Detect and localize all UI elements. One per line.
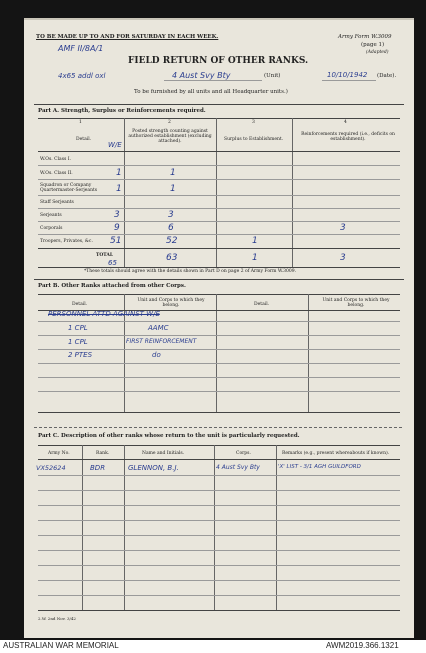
- row-label-wo1: W.Os. Class I.: [40, 157, 71, 162]
- row-we-cqms: 1: [116, 184, 122, 194]
- row-label-serjeants: Serjeants: [40, 213, 62, 218]
- footer-accession-number: AWM2019.366.1321: [326, 641, 399, 650]
- part-a-header-bottom: [38, 151, 400, 152]
- part-b-table-bottom: [38, 412, 400, 413]
- row-rule: [38, 550, 400, 551]
- part-b-row-2-unit: FIRST REINFORCEMENT: [126, 338, 197, 345]
- part-c-row-1-rank: BDR: [90, 464, 106, 472]
- handwritten-ref-2: 4x65 addl oxl: [58, 72, 106, 80]
- top-instruction: TO BE MADE UP TO AND FOR SATURDAY IN EACH WEEK.: [36, 34, 219, 40]
- part-c-header-name: Name and Initials.: [142, 451, 185, 456]
- archive-footer: [0, 640, 426, 653]
- row-rule: [38, 221, 400, 222]
- part-a-colnum-4: 4: [344, 120, 347, 125]
- furnish-note: To be furnished by all units and all Headquarter units.): [134, 89, 288, 95]
- part-b-row-3-detail: 2 PTES: [68, 351, 93, 359]
- row-posted-cqms: 1: [170, 184, 176, 194]
- row-rule: [38, 363, 400, 364]
- row-rule: [38, 349, 400, 350]
- part-a-col-divider-3: [292, 118, 293, 268]
- part-a-header-detail: Detail.: [76, 137, 92, 142]
- part-a-colnum-1: 1: [79, 120, 82, 125]
- adapted-note: (Adapted): [366, 50, 389, 55]
- part-c-col-divider-4: [276, 445, 277, 610]
- handwritten-ref-1: AMF II/8A/1: [58, 44, 104, 53]
- part-c-header-remarks: Remarks (e.g., present whereabouts if known).: [282, 451, 390, 456]
- row-rule: [38, 475, 400, 476]
- total-top-rule: [38, 248, 400, 249]
- part-b-col-divider-2: [216, 294, 217, 412]
- row-posted-wo2: 1: [170, 168, 176, 178]
- row-rule: [38, 565, 400, 566]
- form-title: FIELD RETURN OF OTHER RANKS.: [128, 56, 309, 66]
- part-c-title: Part C. Description of other ranks whose return to the unit is particularly requested.: [38, 433, 300, 439]
- total-we: 65: [108, 259, 117, 267]
- part-c-col-divider-3: [214, 445, 215, 610]
- total-posted: 63: [166, 253, 178, 263]
- part-b-row-1-unit: AAMC: [148, 324, 169, 332]
- part-a-top-rule: [34, 104, 404, 105]
- part-a-header-reinf: Reinforcements required (i.e., deficits on establishment).: [301, 132, 395, 142]
- row-posted-serjeants: 3: [168, 210, 174, 220]
- date-value: 10/10/1942: [327, 71, 368, 79]
- row-rule: [38, 165, 400, 166]
- part-c-col-divider-1: [82, 445, 83, 610]
- part-c-row-1-corps: 4 Aust Svy Bty: [216, 464, 260, 471]
- row-posted-troopers: 52: [166, 236, 178, 246]
- row-rule: [38, 208, 400, 209]
- part-a-header-surplus: Surplus to Establishment.: [224, 137, 284, 142]
- part-c-header-corps: Corps.: [236, 451, 251, 456]
- total-reinf: 3: [340, 253, 346, 263]
- date-label: (Date).: [377, 73, 397, 79]
- part-a-header-posted: Posted strength counting against authorized establishment (excluding attached).: [128, 129, 212, 144]
- row-rule: [38, 377, 400, 378]
- part-a-col-divider-1: [124, 118, 125, 268]
- total-surplus: 1: [252, 253, 258, 263]
- unit-label: (Unit): [264, 73, 281, 79]
- part-b-header-detail-1: Detail.: [72, 302, 88, 307]
- part-c-header-army-no: Army No.: [48, 451, 70, 456]
- document-page: [24, 18, 414, 638]
- part-b-header-detail-2: Detail.: [254, 302, 270, 307]
- row-surplus-troopers: 1: [252, 236, 258, 246]
- row-we-wo2: 1: [116, 168, 122, 178]
- part-c-header-rank: Rank.: [96, 451, 110, 456]
- part-b-header-unit-2: Unit and Corps to which they belong.: [322, 298, 390, 308]
- row-rule: [38, 321, 400, 322]
- row-label-wo2: W.Os. Class II.: [40, 171, 73, 176]
- part-a-table-bottom: [38, 267, 400, 268]
- part-b-hand-heading: PERSONNEL ATTD AGAINST W/E: [48, 310, 160, 318]
- part-b-col-divider-3: [308, 294, 309, 412]
- row-rule: [38, 234, 400, 235]
- row-rule: [38, 195, 400, 196]
- row-we-serjeants: 3: [114, 210, 120, 220]
- part-c-col-divider-2: [124, 445, 125, 610]
- date-underline: [322, 80, 376, 81]
- part-b-row-2-detail: 1 CPL: [68, 338, 88, 346]
- page-number: (page 1): [361, 42, 385, 48]
- part-c-row-1-remarks: 'X' LIST - 3/1 AGH GUILDFORD: [278, 464, 361, 470]
- unit-value: 4 Aust Svy Bty: [172, 71, 231, 80]
- row-rule: [38, 520, 400, 521]
- part-b-top-rule: [34, 279, 404, 280]
- printer-note: 2.W. 2nd Nov. 3/42: [38, 616, 76, 621]
- part-b-row-3-unit: do: [152, 351, 161, 359]
- unit-underline: [164, 80, 262, 81]
- row-rule: [38, 490, 400, 491]
- part-a-table-top: [38, 118, 400, 119]
- row-rule: [38, 335, 400, 336]
- form-number: Army Form W.3009: [338, 34, 392, 40]
- part-c-dashed-rule: [34, 427, 404, 428]
- row-reinf-corporals: 3: [340, 223, 346, 233]
- row-rule: [38, 391, 400, 392]
- part-a-footnote: *These totals should agree with the details shown in Part D on page 2 of Army Form W.3009.: [84, 269, 297, 274]
- row-label-cqms: Squadron or Company Quartermaster-Serjeants: [40, 183, 98, 193]
- part-a-title: Part A. Strength, Surplus or Reinforcements required.: [38, 108, 206, 114]
- row-label-corporals: Corporals: [40, 226, 63, 231]
- row-we-troopers: 51: [110, 236, 122, 246]
- row-rule: [38, 580, 400, 581]
- part-b-table-top: [38, 294, 400, 295]
- part-c-table-top: [38, 445, 400, 446]
- part-c-row-1-name: GLENNON, B.J.: [128, 464, 179, 472]
- part-b-header-unit-1: Unit and Corps to which they belong.: [137, 298, 205, 308]
- part-b-row-1-detail: 1 CPL: [68, 324, 88, 332]
- footer-institution: AUSTRALIAN WAR MEMORIAL: [3, 641, 119, 650]
- row-rule: [38, 505, 400, 506]
- part-a-colnum-2: 2: [168, 120, 171, 125]
- row-rule: [38, 535, 400, 536]
- row-rule: [38, 595, 400, 596]
- part-c-header-bottom: [38, 459, 400, 460]
- part-c-table-bottom: [38, 610, 400, 611]
- row-we-corporals: 9: [114, 223, 120, 233]
- part-a-col-divider-2: [216, 118, 217, 268]
- we-mark: W/E: [108, 141, 122, 149]
- row-posted-corporals: 6: [168, 223, 174, 233]
- part-b-title: Part B. Other Ranks attached from other Corps.: [38, 283, 186, 289]
- row-label-troopers: Troopers, Privates, &c.: [40, 239, 93, 244]
- part-c-row-1-army-no: VX52624: [36, 464, 66, 472]
- total-label: TOTAL: [96, 253, 114, 258]
- row-label-staff-sjts: Staff Serjeants: [40, 200, 74, 205]
- part-a-colnum-3: 3: [252, 120, 255, 125]
- row-rule: [38, 179, 400, 180]
